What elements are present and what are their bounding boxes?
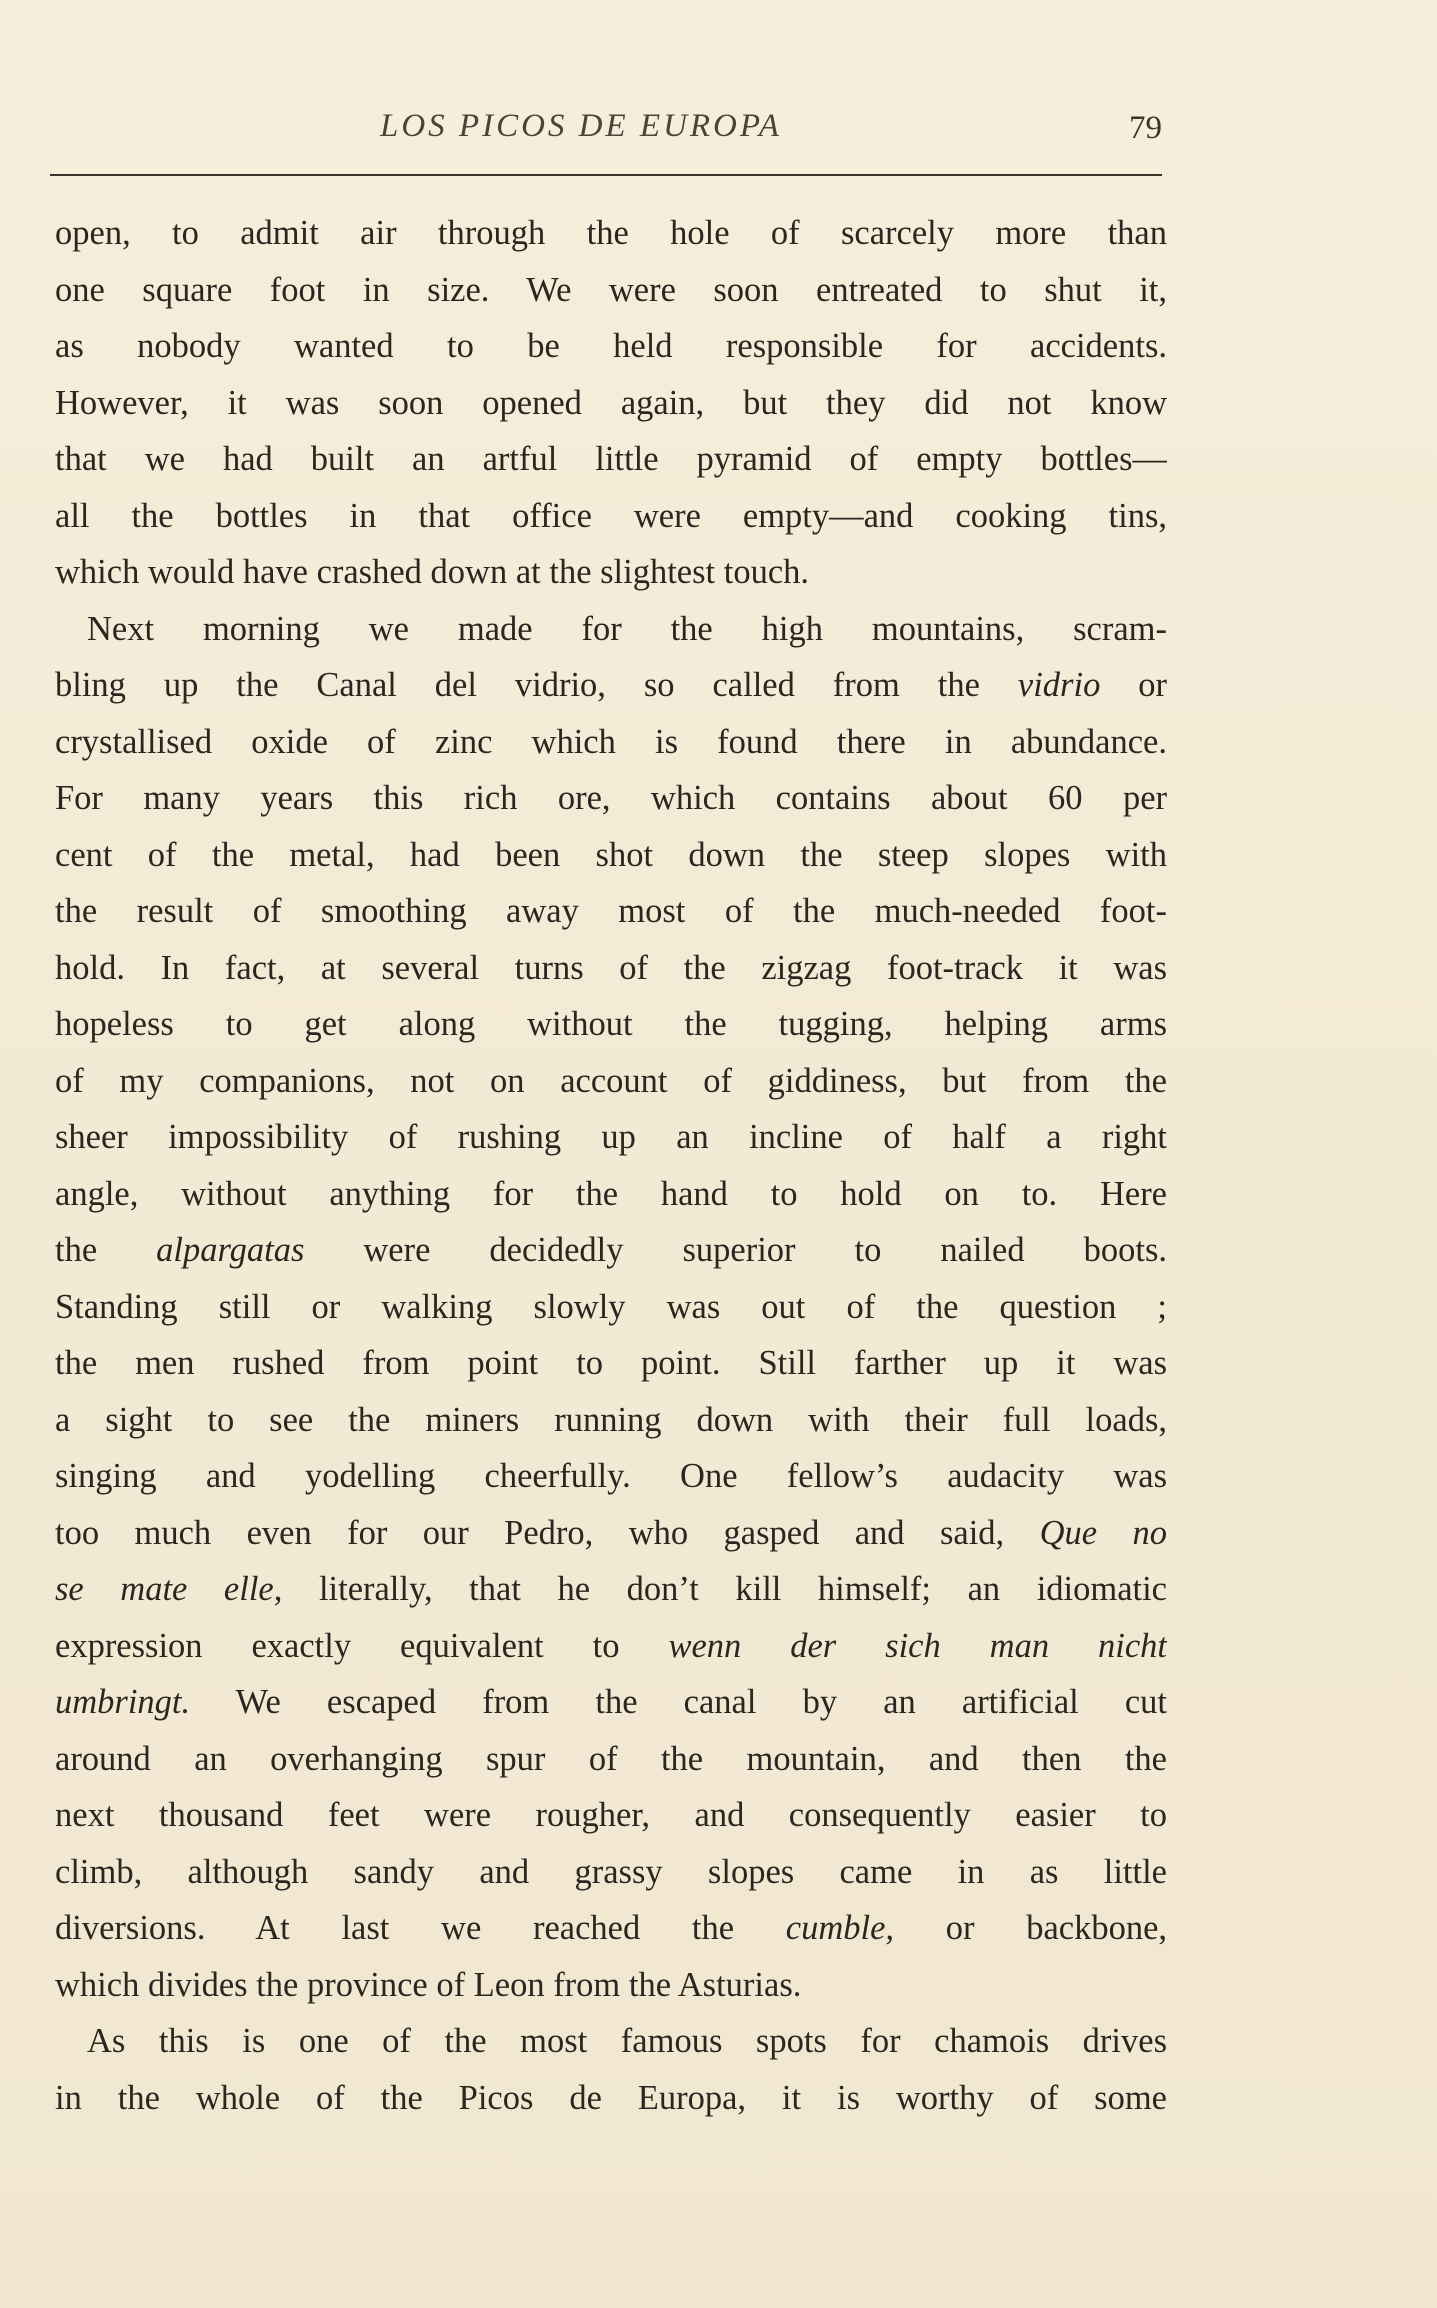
paragraph-1 (55, 205, 1167, 601)
text-line (55, 657, 1167, 714)
running-title: LOS PICOS DE EUROPA (380, 108, 782, 144)
page-number: 79 (1129, 110, 1162, 146)
paragraph-3 (55, 2013, 1167, 2126)
text-line: Next morning we made for the high mountains, scram- (87, 609, 1167, 648)
text-segment: literally, that he don’t kill himself; an idiomatic (318, 1570, 1167, 1608)
text-line (55, 1561, 1167, 1618)
italic-term: vidrio (1017, 666, 1101, 704)
text-segment: were decidedly superior to nailed boots. (363, 1231, 1167, 1269)
text-line: angle, without anything for the hand to hold on to. Here (55, 1174, 1167, 1213)
text-line: a sight to see the miners running down with their full loads, (55, 1400, 1167, 1439)
text-line (55, 1618, 1167, 1675)
text-line: which divides the province of Leon from the Asturias. (55, 1965, 802, 2004)
text-line (55, 1674, 1167, 1731)
text-line: hold. In fact, at several turns of the zigzag foot-track it was (55, 948, 1167, 987)
text-line (55, 1222, 1167, 1279)
text-line: the men rushed from point to point. Still farther up it was (55, 1344, 1167, 1382)
text-line: of my companions, not on account of giddiness, but from the (55, 1061, 1167, 1100)
text-line (55, 1505, 1167, 1562)
text-line: that we had built an artful little pyramid of empty bottles— (55, 440, 1167, 478)
text-line: in the whole of the Picos de Europa, it is worthy of some (55, 2078, 1167, 2117)
text-line: However, it was soon opened again, but they did not know (55, 383, 1167, 422)
text-line: climb, although sandy and grassy slopes came in as little (55, 1852, 1167, 1891)
italic-term: alpargatas (156, 1231, 305, 1269)
italic-term: umbringt. (55, 1683, 191, 1721)
text-segment: expression exactly equivalent to (55, 1626, 620, 1665)
text-line: open, to admit air through the hole of scarcely more than (55, 214, 1167, 252)
text-line: one square foot in size. We were soon entreated to shut it, (55, 270, 1167, 309)
text-line: As this is one of the most famous spots for chamois drives (87, 2022, 1167, 2060)
text-line: For many years this rich ore, which contains about 60 per (55, 779, 1167, 817)
text-segment: or (1138, 666, 1167, 704)
running-head (50, 100, 1162, 160)
text-line: as nobody wanted to be held responsible for accidents. (55, 327, 1167, 365)
text-line: Standing still or walking slowly was out of the question ; (55, 1287, 1167, 1326)
text-line: which would have crashed down at the slightest touch. (55, 553, 810, 591)
text-segment: diversions. At last we reached the (55, 1909, 735, 1947)
italic-term: Que no (1039, 1513, 1167, 1552)
header-rule (50, 174, 1162, 176)
paragraph-2 (55, 601, 1167, 2014)
text-line: crystallised oxide of zinc which is found there in abundance. (55, 722, 1167, 761)
text-line: singing and yodelling cheerfully. One fellow’s audacity was (55, 1457, 1167, 1495)
italic-term: se mate elle, (55, 1570, 283, 1608)
italic-term: wenn der sich man nicht (668, 1626, 1167, 1665)
text-segment: the (55, 1231, 98, 1269)
text-line: sheer impossibility of rushing up an incline of half a right (55, 1118, 1167, 1156)
text-segment: We escaped from the canal by an artificial cut (235, 1683, 1167, 1721)
text-segment: too much even for our Pedro, who gasped and said, (55, 1513, 1005, 1552)
text-line: hopeless to get along without the tugging, helping arms (55, 1005, 1167, 1043)
text-line: the result of smoothing away most of the much-needed foot- (55, 892, 1167, 930)
italic-term: cumble, (785, 1909, 895, 1947)
text-line: around an overhanging spur of the mountain, and then the (55, 1739, 1167, 1778)
text-line: cent of the metal, had been shot down the steep slopes with (55, 835, 1167, 874)
text-segment: or backbone, (945, 1909, 1167, 1947)
text-line: next thousand feet were rougher, and consequently easier to (55, 1796, 1167, 1834)
text-line: all the bottles in that office were empty—and cooking tins, (55, 496, 1167, 535)
text-segment: bling up the Canal del vidrio, so called from the (55, 666, 980, 704)
text-line (55, 1900, 1167, 1957)
body-text (55, 205, 1167, 2126)
